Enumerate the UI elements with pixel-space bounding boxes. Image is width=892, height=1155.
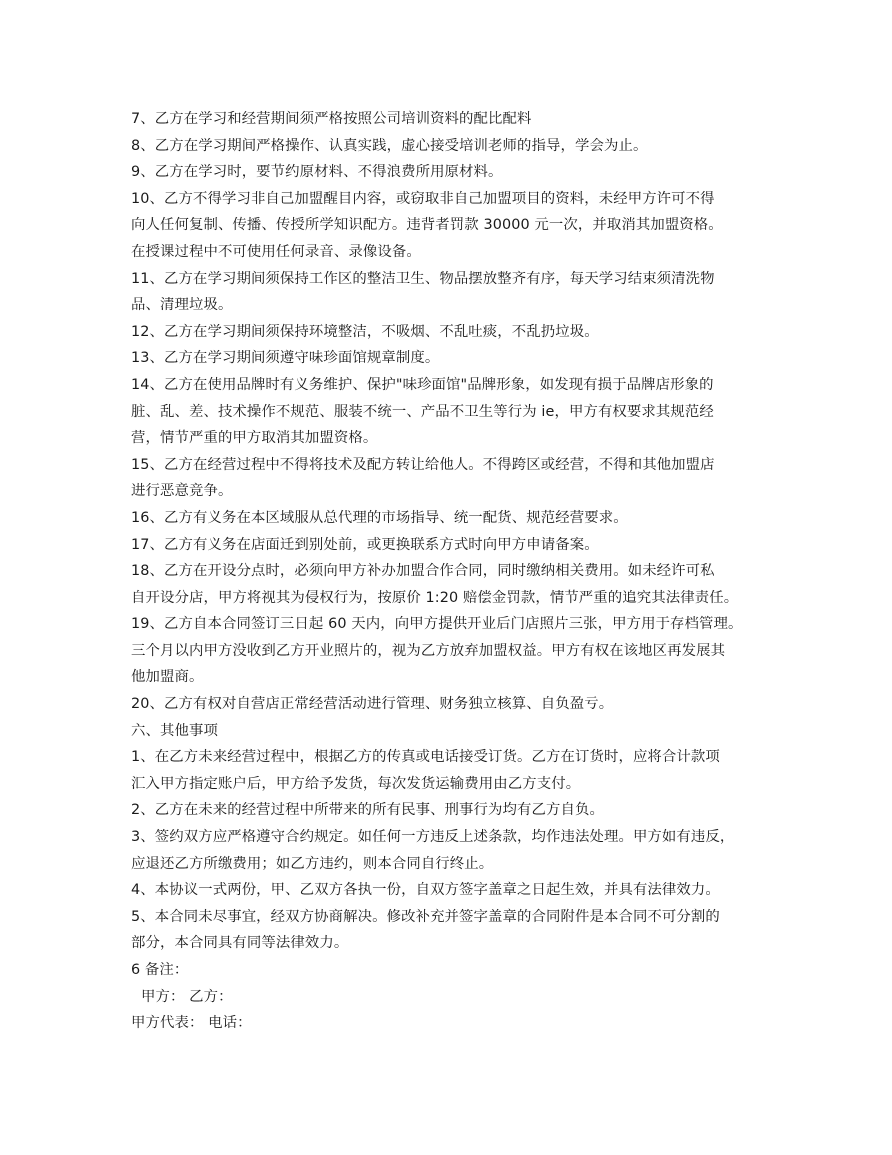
text-line: 进行恶意竞争。 [131,483,233,500]
remarks-label: 6 备注： [131,962,189,978]
text-line: 15、乙方在经营过程中不得将技术及配方转让给他人。不得跨区或经营，不得和其他加盟店 [131,456,715,473]
text-line: 向人任何复制、传播、传授所学知识配方。违背者罚款 30000 元一次，并取消其加盟资格。 [131,217,723,234]
section-heading: 六、其他事项 [131,722,218,739]
text-line: 19、乙方自本合同签订三日起 60 天内，向甲方提供开业后门店照片三张，甲方用于存档管理。 [131,616,743,633]
text-line: 8、乙方在学习期间严格操作、认真实践，虚心接受培训老师的指导，学会为止。 [131,137,648,154]
text-line: 17、乙方有义务在店面迁到别处前，或更换联系方式时向甲方申请备案。 [131,536,599,553]
text-line: 在授课过程中不可使用任何录音、录像设备。 [131,243,421,260]
text-line: 营，情节严重的甲方取消其加盟资格。 [131,430,378,447]
text-line: 11、乙方在学习期间须保持工作区的整洁卫生、物品摆放整齐有序，每天学习结束须清洗物 [131,270,715,287]
text-line: 应退还乙方所缴费用；如乙方违约，则本合同自行终止。 [131,855,494,872]
signature-contact: 甲方代表： 电话： [131,1015,252,1032]
text-line: 20、乙方有权对自营店正常经营活动进行管理、财务独立核算、自负盈亏。 [131,696,614,713]
text-line: 16、乙方有义务在本区域服从总代理的市场指导、统一配货、规范经营要求。 [131,509,628,526]
text-line: 部分，本合同具有同等法律效力。 [131,935,349,952]
text-line: 3、签约双方应严格遵守合约规定。如任何一方违反上述条款，均作违法处理。甲方如有违反， [131,829,735,846]
text-line: 脏、乱、差、技术操作不规范、服装不统一、产品不卫生等行为 ie，甲方有权要求其规范经 [131,403,714,420]
text-line: 7、乙方在学习和经营期间须严格按照公司培训资料的配比配料 [131,111,532,127]
text-line: 自开设分店，甲方将视其为侵权行为，按原价 1:20 赔偿金罚款，情节严重的追究其法律责任。 [131,589,739,606]
text-line: 2、乙方在未来的经营过程中所带来的所有民事、刑事行为均有乙方自负。 [131,802,604,819]
text-line: 1、在乙方未来经营过程中，根据乙方的传真或电话接受订货。乙方在订货时，应将合计款项 [131,749,720,766]
text-line: 汇入甲方指定账户后，甲方给予发货，每次发货运输费用由乙方支付。 [131,775,581,792]
text-line: 4、本协议一式两份，甲、乙双方各执一份，自双方签字盖章之日起生效，并具有法律效力。 [131,882,720,899]
text-line: 品、清理垃圾。 [131,297,233,314]
text-line: 14、乙方在使用品牌时有义务维护、保护"味珍面馆"品牌形象，如发现有损于品牌店形象的 [131,376,714,393]
text-line: 9、乙方在学习时，要节约原材料、不得浪费所用原材料。 [131,164,503,181]
text-line: 5、本合同未尽事宜，经双方协商解决。修改补充并签字盖章的合同附件是本合同不可分割的 [131,908,720,925]
text-line: 13、乙方在学习期间须遵守味珍面馆规章制度。 [131,350,440,367]
text-line: 12、乙方在学习期间须保持环境整洁，不吸烟、不乱吐痰，不乱扔垃圾。 [131,323,599,340]
text-line: 10、乙方不得学习非自己加盟醒目内容，或窃取非自己加盟项目的资料，未经甲方许可不得 [131,190,715,207]
contract-text [131,106,781,1037]
signature-parties: 甲方： 乙方： [141,988,233,1005]
text-line: 他加盟商。 [131,669,204,686]
text-line: 18、乙方在开设分点时，必须向甲方补办加盟合作合同，同时缴纳相关费用。如未经许可私 [131,563,715,580]
text-line: 三个月以内甲方没收到乙方开业照片的，视为乙方放弃加盟权益。甲方有权在该地区再发展其 [131,642,726,659]
